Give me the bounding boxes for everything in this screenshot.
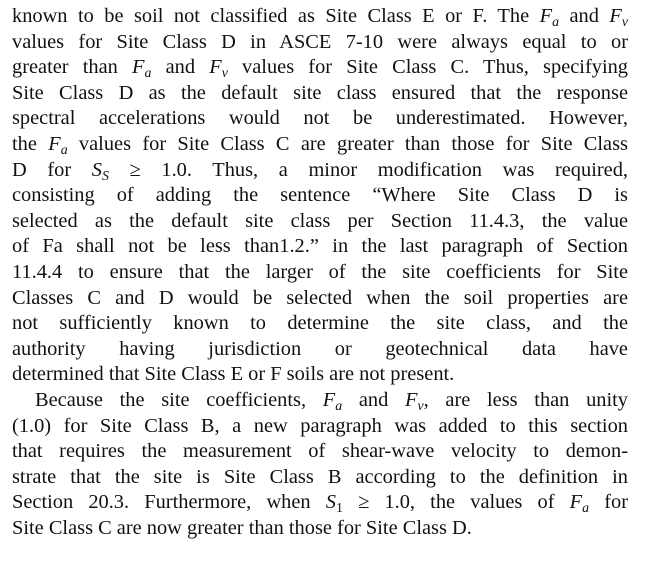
math-variable: F	[405, 388, 418, 411]
text-line	[12, 158, 628, 184]
text-line	[12, 4, 628, 30]
text-line	[12, 311, 628, 337]
text-line	[12, 55, 628, 81]
text-line	[12, 260, 628, 286]
text-run: , are less than unity	[423, 388, 628, 411]
text-line	[12, 465, 628, 491]
text-run: the	[12, 132, 49, 155]
math-subscript: a	[144, 66, 152, 82]
text-line	[12, 286, 628, 312]
text-line	[12, 183, 628, 209]
text-run: Site Class D as the default site class ensured that the response	[12, 81, 628, 104]
text-run: determined that Site Class E or F soils are not present.	[12, 363, 455, 386]
text-line	[12, 106, 628, 132]
text-run: and	[559, 5, 610, 27]
math-symbol	[132, 56, 152, 82]
text-line	[12, 234, 628, 260]
math-symbol	[539, 5, 560, 30]
text-line	[12, 439, 628, 465]
text-line	[12, 132, 628, 158]
math-symbol	[209, 56, 228, 82]
text-line	[12, 388, 628, 414]
math-variable: F	[539, 5, 553, 27]
text-run: Site Class C are now greater than those for Site Class D.	[12, 516, 472, 539]
text-run: values for Site Class D in ASCE 7-10 were always equal to or	[12, 30, 628, 53]
math-symbol	[325, 491, 343, 517]
text-run: consisting of adding the sentence “Where Site Class D is	[12, 184, 628, 207]
text-run: authority having jurisdiction or geotechnical data have	[12, 337, 628, 360]
math-variable: F	[132, 56, 145, 79]
text-line	[12, 516, 628, 542]
text-line	[12, 414, 628, 440]
text-run: and	[151, 56, 210, 79]
text-run: not sufficiently known to determine the site class, and the	[12, 312, 628, 335]
math-symbol	[405, 388, 424, 414]
math-subscript: S	[101, 168, 109, 184]
math-subscript: v	[417, 398, 424, 414]
math-variable: F	[48, 132, 61, 155]
math-subscript: a	[552, 14, 560, 30]
text-run: values for Site Class C are greater than those for Site Class	[67, 132, 628, 155]
math-symbol	[322, 388, 343, 414]
text-run: for	[589, 491, 628, 514]
math-symbol	[609, 5, 629, 30]
text-line	[12, 30, 628, 56]
math-subscript: 1	[335, 501, 343, 517]
text-run: D for	[12, 158, 92, 181]
text-run: strate that the site is Site Class B according to the definition in	[12, 465, 628, 488]
math-subscript: a	[582, 501, 590, 517]
text-line	[12, 81, 628, 107]
text-line	[12, 362, 628, 388]
math-symbol	[48, 132, 68, 158]
math-variable: F	[322, 388, 336, 411]
document-page	[12, 4, 628, 541]
text-line	[12, 209, 628, 235]
text-run: ≥ 1.0. Thus, a minor modification was required,	[108, 158, 628, 181]
text-run: greater than	[12, 56, 133, 79]
math-subscript: v	[621, 14, 629, 30]
paragraph-site-class-d-default	[12, 4, 628, 388]
math-variable: S	[325, 491, 336, 514]
text-run: spectral accelerations would not be underestimated. However,	[12, 107, 628, 130]
text-run: Classes C and D would be selected when the soil properties are	[12, 286, 628, 309]
math-subscript: a	[335, 398, 343, 414]
math-variable: F	[609, 5, 622, 27]
math-variable: F	[569, 491, 583, 514]
math-subscript: a	[60, 142, 68, 158]
math-variable: F	[209, 56, 222, 79]
paragraph-site-class-b-shear-wave	[12, 388, 628, 542]
text-run: values for Site Class C. Thus, specifying	[227, 56, 628, 79]
math-symbol	[91, 158, 109, 184]
text-line	[12, 337, 628, 363]
text-run: of Fa shall not be less than1.2.” in the last paragraph of Section	[12, 235, 628, 258]
text-line	[12, 490, 628, 516]
text-run: selected as the default site class per Section 11.4.3, the value	[12, 209, 628, 232]
math-symbol	[569, 491, 590, 517]
text-run: ≥ 1.0, the values of	[342, 491, 570, 514]
text-run: Section 20.3. Furthermore, when	[12, 491, 326, 514]
text-run: and	[342, 388, 405, 411]
text-run: Because the site coefficients,	[35, 388, 323, 411]
text-run: (1.0) for Site Class B, a new paragraph was added to this section	[12, 414, 628, 437]
text-run: known to be soil not classified as Site Class E or F. The	[12, 5, 540, 27]
math-variable: S	[91, 158, 102, 181]
text-run: 11.4.4 to ensure that the larger of the site coefficients for Site	[12, 260, 628, 283]
math-subscript: v	[221, 66, 228, 82]
text-run: that requires the measurement of shear-wave velocity to demon-	[12, 440, 628, 463]
